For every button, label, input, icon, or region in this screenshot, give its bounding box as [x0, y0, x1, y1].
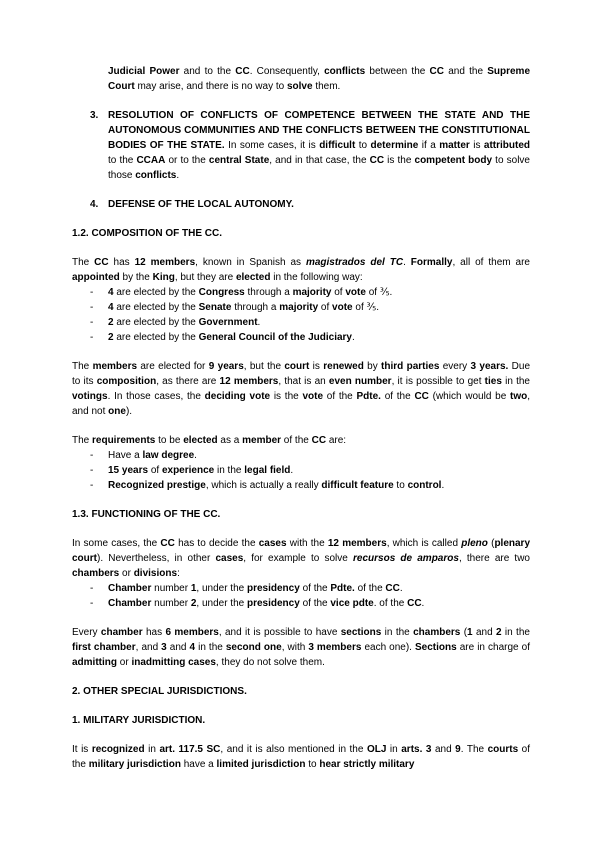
bold-text-run: CC	[369, 155, 385, 166]
bold-text-run: admitting	[72, 657, 117, 668]
text-run: are elected by the	[113, 302, 199, 313]
bold-text-run: members	[92, 361, 138, 372]
text-run: is	[309, 361, 324, 372]
text-run: with the	[286, 538, 328, 549]
bold-text-run: Chamber	[108, 583, 152, 594]
item-number: 3.	[90, 110, 99, 121]
bold-text-run: chamber	[100, 627, 143, 638]
bold-text-run: 6 members	[165, 627, 219, 638]
document-page	[72, 64, 533, 786]
bold-text-run: first chamber	[72, 642, 136, 653]
text-run: . In those cases, the	[107, 391, 205, 402]
bold-text-run: chambers	[413, 627, 461, 638]
text-run: every	[439, 361, 471, 372]
numbered-item	[72, 108, 533, 183]
text-run: them.	[312, 81, 341, 92]
text-run: of the	[299, 583, 331, 594]
text-run: Have a	[108, 450, 143, 461]
bold-text-run: RESOLUTION OF CONFLICTS OF COMPETENCE BETWEEN THE STATE AND THE AUTONOMOUS COMMUNITIES AND THE CONFLICTS BETWEEN THE CONSTITUTIONAL BODIES OF THE STATE.	[108, 110, 533, 151]
bold-text-run: 2	[108, 317, 114, 328]
bold-text-run: renewed	[323, 361, 364, 372]
bold-text-run: arts. 3	[401, 744, 432, 755]
bold-text-run: 2. OTHER SPECIAL JURISDICTIONS.	[72, 686, 247, 697]
text-run: .	[399, 583, 403, 594]
list-item	[72, 596, 530, 611]
text-run: , which is called	[386, 538, 462, 549]
text-run: , that is an	[278, 376, 329, 387]
text-run: by	[363, 361, 382, 372]
list-item	[72, 478, 530, 493]
bold-text-run: competent body	[414, 155, 493, 166]
bold-text-run: Congress	[198, 287, 245, 298]
bold-text-run: 9	[455, 744, 461, 755]
text-run: through a	[231, 302, 280, 313]
bold-text-run: King	[152, 272, 175, 283]
bold-text-run: CCAA	[136, 155, 166, 166]
text-run: of	[331, 287, 346, 298]
text-run: (which would be	[428, 391, 511, 402]
bold-text-run: 2	[108, 332, 114, 343]
bold-text-run: Formally	[410, 257, 453, 268]
bold-text-run: magistrados del TC	[305, 257, 404, 268]
bold-text-run: votings	[72, 391, 108, 402]
text-run: to	[355, 140, 371, 151]
text-run: to solve those	[108, 155, 533, 181]
item-number: 4.	[90, 199, 99, 210]
bold-text-run: 3 years.	[470, 361, 509, 372]
bold-text-run: 1.3. FUNCTIONING OF THE CC.	[72, 509, 221, 520]
list-item	[72, 315, 530, 330]
list-item	[72, 448, 530, 463]
dash-list	[72, 581, 530, 611]
bold-text-run: 3	[161, 642, 167, 653]
bold-text-run: experience	[161, 465, 215, 476]
section-heading	[72, 226, 530, 241]
text-run: and to the	[179, 66, 236, 77]
text-run: , all of them are	[452, 257, 533, 268]
bold-text-run: OLJ	[366, 744, 387, 755]
bold-text-run: majority	[279, 302, 319, 313]
text-run: as a	[217, 435, 243, 446]
bold-text-run: Senate	[198, 302, 232, 313]
text-run: if a	[418, 140, 440, 151]
text-run: are elected by the	[113, 332, 199, 343]
text-run: is the	[270, 391, 303, 402]
text-run: each one).	[361, 642, 415, 653]
bold-text-run: DEFENSE OF THE LOCAL AUTONOMY.	[108, 199, 294, 210]
text-run: or to the	[165, 155, 209, 166]
bold-text-run: member	[242, 435, 282, 446]
text-run: , they do not solve them.	[215, 657, 325, 668]
text-run: in	[144, 744, 160, 755]
section-heading	[72, 684, 530, 699]
text-run: .	[403, 257, 411, 268]
bold-text-run: Government	[198, 317, 258, 328]
text-run: The	[72, 257, 95, 268]
bold-text-run: determine	[370, 140, 419, 151]
paragraph	[72, 742, 533, 772]
text-run: .	[176, 170, 180, 181]
text-run: by the	[119, 272, 153, 283]
text-run: in the	[214, 465, 245, 476]
bold-text-run: elected	[235, 272, 271, 283]
bold-text-run: 1	[190, 583, 197, 594]
bold-text-run: 12 members	[219, 376, 279, 387]
bold-text-run: vote	[302, 391, 324, 402]
text-run: in	[386, 744, 402, 755]
section-heading	[72, 507, 530, 522]
bold-text-run: Pdte.	[356, 391, 381, 402]
text-run: are elected by the	[113, 317, 199, 328]
spacer	[72, 611, 530, 625]
bold-text-run: 15 years	[108, 465, 149, 476]
numbered-item	[72, 197, 530, 212]
bold-text-run: court	[284, 361, 310, 372]
dash-list	[72, 285, 530, 345]
paragraph	[72, 536, 533, 581]
bold-text-run: CC	[429, 66, 444, 77]
bold-text-run: Sections	[415, 642, 457, 653]
text-run: , and not	[72, 391, 533, 417]
bold-text-run: CC	[385, 583, 400, 594]
list-item	[72, 581, 530, 596]
bold-text-run: sections	[340, 627, 382, 638]
bold-text-run: CC	[311, 435, 327, 446]
paragraph	[72, 64, 533, 94]
text-run: to	[393, 480, 408, 491]
bold-text-run: recursos de amparos	[353, 553, 459, 564]
paragraph	[72, 255, 533, 285]
text-run: of the	[281, 435, 312, 446]
bold-text-run: second one	[225, 642, 282, 653]
bold-text-run: ties	[484, 376, 502, 387]
text-run: in the	[195, 642, 226, 653]
text-run: , and it is possible to have	[218, 627, 341, 638]
bold-text-run: matter	[439, 140, 470, 151]
bold-text-run: CC	[160, 538, 175, 549]
text-run: , but they are	[174, 272, 236, 283]
list-item	[72, 300, 530, 315]
bold-text-run: 4	[108, 302, 114, 313]
text-run: of	[318, 302, 333, 313]
text-run: in the following way:	[270, 272, 363, 283]
bold-text-run: presidency	[246, 598, 300, 609]
bold-text-run: limited jurisdiction	[216, 759, 306, 770]
paragraph	[72, 359, 533, 419]
text-run: of ⅗.	[365, 287, 393, 298]
bold-text-run: Judicial Power	[108, 66, 180, 77]
text-run: , under the	[196, 583, 247, 594]
text-run: or	[119, 568, 134, 579]
text-run: .	[194, 450, 197, 461]
text-run: of	[148, 465, 162, 476]
bold-text-run: divisions	[133, 568, 178, 579]
bold-text-run: CC	[407, 598, 422, 609]
bold-text-run: vote	[332, 302, 353, 313]
text-run: of the	[323, 391, 357, 402]
text-run: in the	[501, 376, 533, 387]
text-run: are:	[326, 435, 347, 446]
text-run: number	[151, 598, 191, 609]
text-run: to	[305, 759, 320, 770]
bold-text-run: cases	[215, 553, 244, 564]
bold-text-run: pleno	[461, 538, 488, 549]
bold-text-run: Recognized prestige	[108, 480, 206, 491]
text-run: .	[257, 317, 261, 328]
text-run: , but the	[243, 361, 285, 372]
text-run: .	[441, 480, 445, 491]
text-run: is	[469, 140, 484, 151]
bold-text-run: chambers	[72, 568, 120, 579]
text-run: .	[352, 332, 355, 343]
paragraph	[72, 625, 533, 670]
list-item	[72, 463, 530, 478]
bold-text-run: difficult	[319, 140, 356, 151]
paragraph	[72, 433, 530, 448]
bold-text-run: 4	[189, 642, 196, 653]
text-run: number	[151, 583, 191, 594]
text-run: , under the	[196, 598, 247, 609]
text-run: .	[421, 598, 425, 609]
bold-text-run: Chamber	[108, 598, 152, 609]
text-run: , with	[281, 642, 309, 653]
text-run: to the	[108, 140, 533, 166]
spacer	[72, 493, 530, 507]
text-run: The	[72, 361, 93, 372]
bold-text-run: majority	[292, 287, 332, 298]
text-run: of ⅗.	[352, 302, 379, 313]
bold-text-run: presidency	[246, 583, 300, 594]
bold-text-run: composition	[96, 376, 157, 387]
bold-text-run: vice pdte	[330, 598, 374, 609]
text-run: or	[117, 657, 132, 668]
bold-text-run: Pdte.	[330, 583, 355, 594]
bold-text-run: 1	[467, 627, 473, 638]
bold-text-run: 4	[108, 287, 114, 298]
text-run: ).	[125, 406, 133, 417]
bold-text-run: Supreme Court	[108, 66, 533, 92]
text-run: in the	[381, 627, 414, 638]
text-run: of the	[380, 391, 415, 402]
bold-text-run: 9 years	[208, 361, 244, 372]
bold-text-run: inadmitting cases	[131, 657, 216, 668]
text-run: , and	[135, 642, 162, 653]
text-run: , it is possible to get	[391, 376, 485, 387]
text-run: . The	[460, 744, 488, 755]
text-run: may arise, and there is no way to	[134, 81, 287, 92]
bold-text-run: one	[108, 406, 126, 417]
text-run: , there are two	[458, 553, 533, 564]
bold-text-run: third parties	[381, 361, 440, 372]
bold-text-run: two	[510, 391, 528, 402]
bold-text-run: requirements	[92, 435, 156, 446]
text-run: . Consequently,	[249, 66, 325, 77]
bold-text-run: control	[407, 480, 442, 491]
bold-text-run: 1.2. COMPOSITION OF THE CC.	[72, 228, 223, 239]
text-run: :	[177, 568, 180, 579]
bold-text-run: hear strictly military	[319, 759, 415, 770]
bold-text-run: elected	[183, 435, 218, 446]
bold-text-run: law degree	[142, 450, 195, 461]
section-heading	[72, 713, 530, 728]
bold-text-run: 3 members	[308, 642, 362, 653]
text-run: are in charge of	[456, 642, 533, 653]
bold-text-run: 12 members	[134, 257, 196, 268]
bold-text-run: legal field	[244, 465, 291, 476]
text-run: . of the	[373, 598, 408, 609]
bold-text-run: CC	[235, 66, 250, 77]
bold-text-run: cases	[258, 538, 287, 549]
text-run: Every	[72, 627, 101, 638]
text-run: of the	[354, 583, 386, 594]
text-run: , for example to solve	[243, 553, 354, 564]
text-run: and	[472, 627, 496, 638]
bold-text-run: CC	[414, 391, 429, 402]
text-run: through a	[244, 287, 293, 298]
bold-text-run: conflicts	[324, 66, 366, 77]
text-run: of the	[299, 598, 331, 609]
bold-text-run: deciding vote	[204, 391, 271, 402]
bold-text-run: attributed	[483, 140, 530, 151]
text-run: are elected by the	[113, 287, 199, 298]
text-run: Due to its	[72, 361, 533, 387]
text-run: In some cases, the	[72, 538, 161, 549]
text-run: (	[460, 627, 468, 638]
text-run: (	[487, 538, 495, 549]
text-run: and the	[444, 66, 488, 77]
spacer	[72, 345, 530, 359]
bold-text-run: even number	[328, 376, 392, 387]
text-run: , and in that case, the	[269, 155, 370, 166]
list-item	[72, 330, 530, 345]
dash-list	[72, 448, 530, 493]
text-run: and	[431, 744, 456, 755]
bold-text-run: conflicts	[135, 170, 177, 181]
bold-text-run: difficult feature	[321, 480, 394, 491]
text-run: , known in Spanish as	[195, 257, 306, 268]
text-run: The	[72, 435, 93, 446]
text-run: .	[290, 465, 294, 476]
bold-text-run: art. 117.5 SC	[159, 744, 221, 755]
bold-text-run: plenary court	[72, 538, 533, 564]
text-run: in the	[501, 627, 533, 638]
text-run: and	[166, 642, 190, 653]
text-run: of the	[72, 744, 533, 770]
text-run: have a	[180, 759, 217, 770]
bold-text-run: appointed	[72, 272, 120, 283]
text-run: between the	[365, 66, 430, 77]
bold-text-run: vote	[345, 287, 366, 298]
text-run: , and it is also mentioned in the	[220, 744, 367, 755]
bold-text-run: solve	[286, 81, 313, 92]
text-run: has to decide the	[174, 538, 259, 549]
bold-text-run: 2	[496, 627, 502, 638]
text-run: to be	[155, 435, 184, 446]
text-run: In some cases, it is	[224, 140, 320, 151]
text-run: , which is actually a really	[205, 480, 322, 491]
bold-text-run: 2	[190, 598, 197, 609]
bold-text-run: courts	[487, 744, 519, 755]
text-run: ). Nevertheless, in other	[97, 553, 216, 564]
bold-text-run: CC	[94, 257, 109, 268]
bold-text-run: 1. MILITARY JURISDICTION.	[72, 715, 206, 726]
bold-text-run: central State	[208, 155, 270, 166]
bold-text-run: recognized	[91, 744, 145, 755]
text-run: are elected for	[137, 361, 209, 372]
text-run: has	[108, 257, 135, 268]
bold-text-run: General Council of the Judiciary	[198, 332, 352, 343]
text-run: It is	[72, 744, 92, 755]
list-item	[72, 285, 530, 300]
bold-text-run: 12 members	[327, 538, 387, 549]
text-run: , as there are	[156, 376, 220, 387]
text-run: is the	[384, 155, 415, 166]
bold-text-run: military jurisdiction	[88, 759, 181, 770]
text-run: has	[142, 627, 166, 638]
